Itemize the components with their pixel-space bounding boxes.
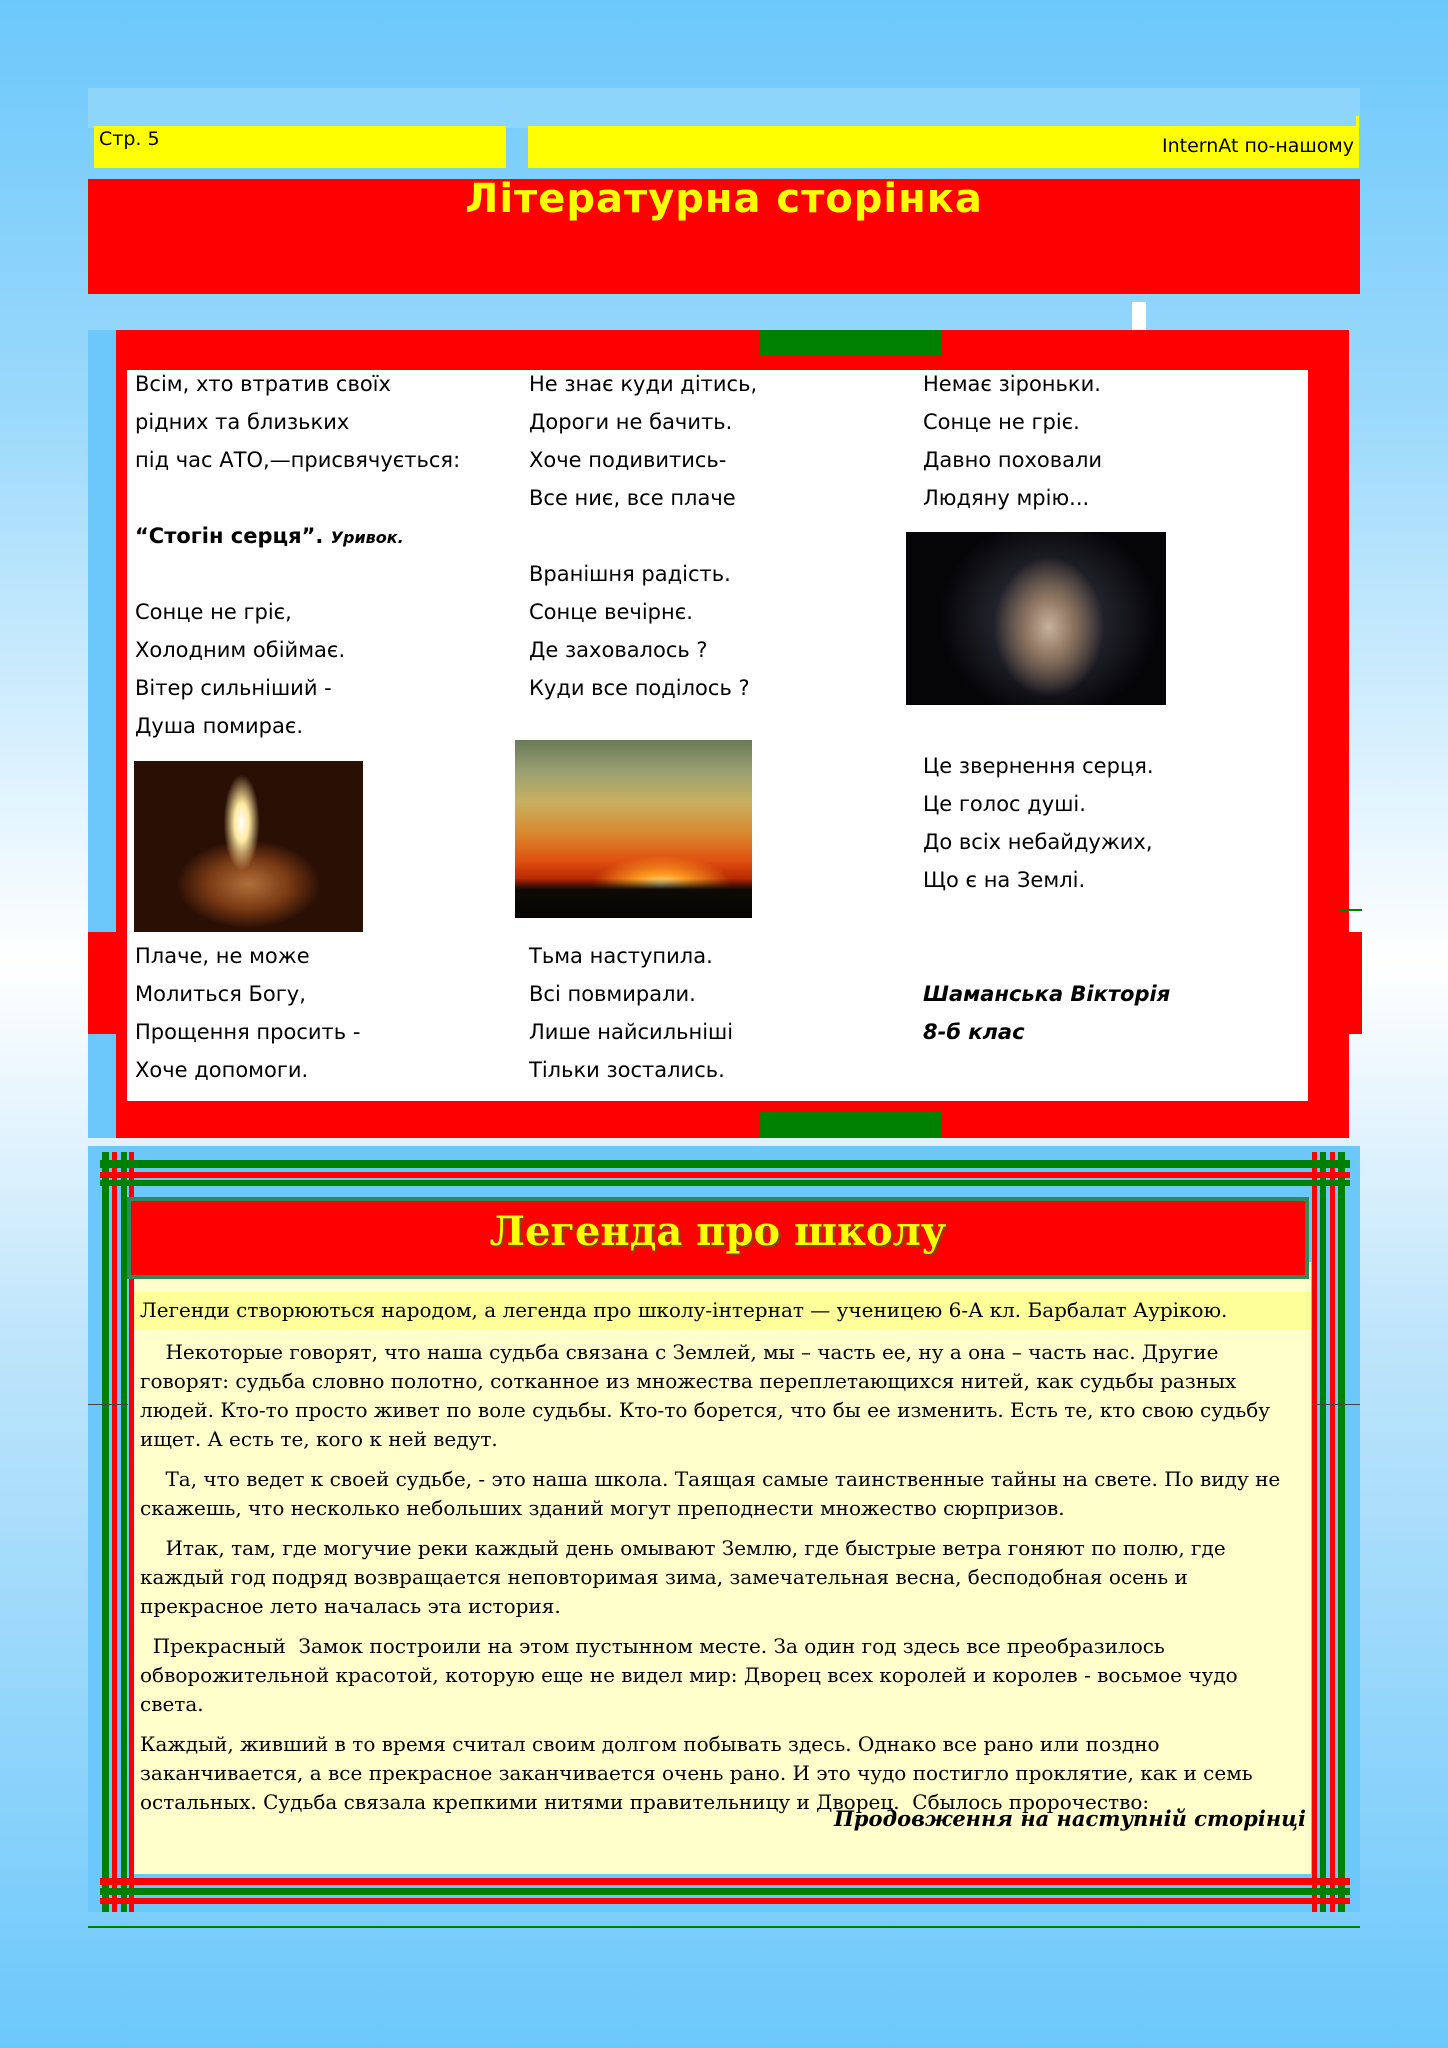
poem-line: Сонце не гріє. — [923, 410, 1080, 434]
poem-line: Хоче подивитись- — [529, 448, 727, 472]
dedication-line: рідних та близьких — [135, 410, 350, 434]
frame-line — [100, 1172, 1350, 1178]
dedication-line: Всім, хто втратив своїх — [135, 372, 391, 396]
continued-next-page: Продовження на наступній сторінці — [833, 1806, 1306, 1831]
frame-line — [100, 1878, 1350, 1885]
poem-line: Душа помирає. — [135, 714, 304, 738]
author-class: 8-б клас — [923, 1020, 1025, 1044]
legend-subtitle: Легенди створюються народом, а легенда про школу-інтернат — ученицею 6-А кл. Барбалат Аурікою. — [140, 1298, 1228, 1322]
poem-line: Тьма наступила. — [529, 944, 713, 968]
frame-line — [1312, 1152, 1317, 1912]
poem-line: Плаче, не може — [135, 944, 310, 968]
poem-line: Що є на Землі. — [923, 868, 1086, 892]
poem-title — [135, 524, 404, 548]
green-accent-bottom — [759, 1112, 941, 1138]
decorative-rule — [1316, 1404, 1360, 1405]
poem-line: Хоче допомоги. — [135, 1058, 309, 1082]
legend-paragraph: Та, что ведет к своей судьбе, - это наша школа. Таящая самые таинственные тайны на свете. По виду не скажешь, что несколько небольших зданий могут преподнести множество сюрпризов. — [140, 1467, 1287, 1520]
poem-line: Це голос душі. — [923, 792, 1086, 816]
decorative-tick — [1132, 302, 1146, 332]
poem-line: Прощення просить - — [135, 1020, 361, 1044]
poem-line: До всіх небайдужих, — [923, 830, 1153, 854]
frame-line — [102, 1152, 109, 1912]
green-rule — [1340, 909, 1362, 911]
poem-line: Вранішня радість. — [529, 562, 731, 586]
header-band — [88, 88, 1360, 128]
page-number: Стр. 5 — [99, 128, 160, 150]
poem-line: Де заховалось ? — [529, 638, 708, 662]
frame-line — [1338, 1152, 1345, 1912]
poem-line: Дороги не бачить. — [529, 410, 733, 434]
poem-line: Давно поховали — [923, 448, 1103, 472]
legend-body — [140, 1338, 1306, 1828]
decorative-rule — [88, 1404, 128, 1405]
frame-line — [100, 1180, 1350, 1186]
poem-line: Тільки зостались. — [529, 1058, 725, 1082]
poem-line: Це звернення серця. — [923, 754, 1154, 778]
legend-title: Легенда про школу — [489, 1208, 947, 1255]
frame-line — [1320, 1152, 1326, 1912]
poem-line: Всі повмирали. — [529, 982, 696, 1006]
poem-author: Шаманська Вікторія — [923, 982, 1171, 1006]
frame-line — [1330, 1152, 1335, 1912]
poem-line: Лише найсильніші — [529, 1020, 734, 1044]
magazine-name: InternAt по-нашому — [1161, 135, 1354, 157]
legend-paragraph: Некоторые говорят, что наша судьба связана с Землей, мы – часть ее, ну а она – часть нас. Другие говорят: судьба словно полотно, сотканное из множества переплетающихся нитей, как судьбы разных людей. Кто-то просто живет по воле судьбы. Кто-то борется, что бы ее изменить. Есть те, кто свою судьбу ищет. А есть те, кого к ней ведут. — [140, 1340, 1277, 1451]
footer-rule — [88, 1926, 1360, 1928]
legend-paragraph: Итак, там, где могучие реки каждый день омывают Землю, где быстрые ветра гоняют по полю, где каждый год подряд возвращается неповторимая зима, замечательная весна, бесподобная осень и прекрасное лето началась эта история. — [140, 1536, 1233, 1618]
header-tick — [1356, 116, 1359, 168]
sunset-photo — [515, 740, 752, 918]
poem-title-text: “Стогін серця”. — [135, 524, 324, 548]
poem-line: Сонце не гріє, — [135, 600, 292, 624]
poem-line: Немає зіроньки. — [923, 372, 1101, 396]
dedication-line: під час АТО,—присвячується: — [135, 448, 461, 472]
legend-paragraph: Каждый, живший в то время считал своим долгом побывать здесь. Однако все рано или поздно заканчивается, а все прекрасное заканчивается очень рано. И это чудо постигло проклятие, как и семь остальных. Судьба связала крепкими нитями правительницу и Дворец. Сбылось пророчество: — [140, 1732, 1260, 1814]
frame-line — [112, 1152, 117, 1912]
poem-line: Все ниє, все плаче — [529, 486, 736, 510]
poem-line: Молиться Богу, — [135, 982, 306, 1006]
poem-line: Вітер сильніший - — [135, 676, 332, 700]
poem-line: Холодним обіймає. — [135, 638, 346, 662]
poem-title-note: Уривок. — [330, 528, 404, 547]
elderly-woman-photo — [906, 532, 1166, 705]
legend-paragraph: Прекрасный Замок построили на этом пустынном месте. За один год здесь все преобразилось обворожительной красотой, которую еще не видел мир: Дворец всех королей и королев - восьмое чудо света. — [140, 1634, 1245, 1716]
poem-line: Куди все поділось ? — [529, 676, 750, 700]
frame-line — [100, 1898, 1350, 1904]
poem-line: Не знає куди дітись, — [529, 372, 758, 396]
candle-in-hands-photo — [134, 761, 363, 932]
poem-line: Сонце вечірнє. — [529, 600, 693, 624]
green-accent-top — [759, 330, 941, 356]
frame-line — [100, 1888, 1350, 1895]
red-side-accent-left — [88, 932, 116, 1034]
literary-page-title: Літературна сторінка — [465, 176, 983, 222]
frame-line — [100, 1160, 1350, 1168]
red-side-accent-right — [1336, 932, 1362, 1034]
poem-line: Людяну мрію... — [923, 486, 1090, 510]
